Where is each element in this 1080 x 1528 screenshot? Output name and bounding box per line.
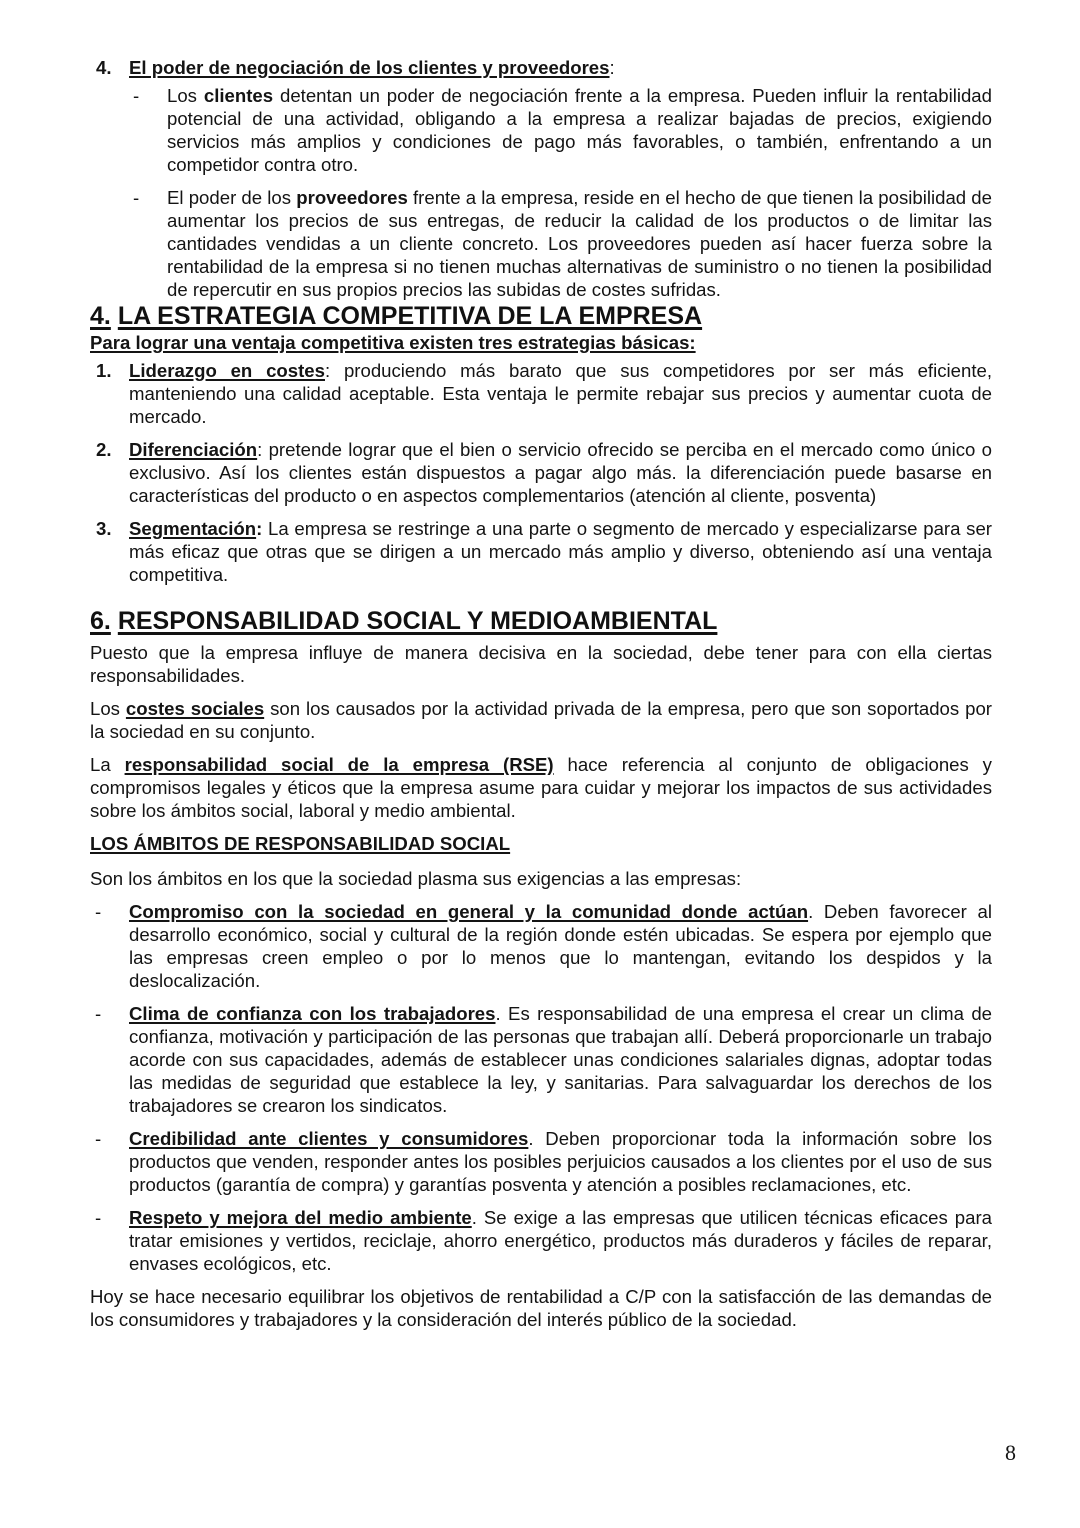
list-item: - Compromiso con la sociedad en general y la comunidad donde actúan. Deben favorecer al desarrollo económico, social y cultural de la región donde estén ubicadas. Se espera por ejemplo que las empresas creen empleo o por lo menos que lo mantengan, evitando los despidos y la deslocalización. bbox=[95, 901, 992, 991]
list-item: - Credibilidad ante clientes y consumidores. Deben proporcionar toda la información sobre los productos que venden, responder antes los posibles perjuicios causados a los clientes por el uso de sus productos (garantía de compra) y garantías posventa y atención a posibles reclamaciones, etc. bbox=[95, 1128, 993, 1195]
page-number: 8 bbox=[1005, 1440, 1016, 1465]
paragraph: La responsabilidad social de la empresa (RSE) hace referencia al conjunto de obligaciones y compromisos legales y éticos que la empresa asume para cuidar y mejorar los impactos de sus actividades sobre los ámbitos social, laboral y medio ambiental. bbox=[90, 754, 992, 821]
section-heading-strategy: 4. LA ESTRATEGIA COMPETITIVA DE LA EMPRESA bbox=[90, 302, 703, 330]
item-title: El poder de negociación de los clientes y proveedores bbox=[129, 57, 610, 78]
list-item: - Los clientes detentan un poder de negociación frente a la empresa. Pueden influir la rentabilidad potencial de una actividad, obligando a la empresa a realizar bajadas de precios, exigiendo servicios más amplios y condiciones de pago más favorables, o también, enfrentando a un competidor contra otro. bbox=[133, 85, 992, 175]
rse-subheading: LOS ÁMBITOS DE RESPONSABILIDAD SOCIAL bbox=[90, 833, 511, 854]
section-heading-rse: 6. RESPONSABILIDAD SOCIAL Y MEDIOAMBIENTAL bbox=[90, 607, 718, 635]
list-item: - Respeto y mejora del medio ambiente. Se exige a las empresas que utilicen técnicas eficaces para tratar emisiones y vertidos, reciclaje, ahorro energético, productos más duraderos y fáciles de reparar, envases ecológicos, etc. bbox=[95, 1207, 992, 1274]
list-item: 3. Segmentación: La empresa se restringe a una parte o segmento de mercado y especializarse para ser más eficaz que otras que se dirigen a un mercado más amplio y diverso, obteniendo así una ventaja competitiva. bbox=[96, 518, 992, 585]
item-number: 4. bbox=[96, 57, 112, 78]
list-item: - El poder de los proveedores frente a la empresa, reside en el hecho de que tienen la posibilidad de aumentar los precios de sus entregas, de reducir la calidad de los productos o de limitar las cantidades vendidas a un cliente concreto. Los proveedores pueden así hacer fuerza sobre la rentabilidad de la empresa si no tienen muchas alternativas de suministro o no tienen la posibilidad de repercutir en sus propios precios las subidas de costes sufridas. bbox=[133, 187, 992, 300]
closing-paragraph: Hoy se hace necesario equilibrar los objetivos de rentabilidad a C/P con la satisfacción de las demandas de los consumidores y trabajadores y la consideración del interés público de la sociedad. bbox=[90, 1286, 992, 1330]
document-page bbox=[90, 56, 992, 1331]
list-item: - Clima de confianza con los trabajadores. Es responsabilidad de una empresa el crear un clima de confianza, motivación y participación de las personas que trabajan allí. Deberá proporcionarle un trabajo acorde con sus capacidades, además de establecer unas condiciones salariales dignas, adoptar todas las medidas de seguridad que establece la ley, y sanitarias. Para salvaguardar los derechos de los trabajadores se crearon los sindicatos. bbox=[95, 1003, 992, 1116]
paragraph: Puesto que la empresa influye de manera decisiva en la sociedad, debe tener para con ella ciertas responsabilidades. bbox=[90, 642, 992, 686]
paragraph: Son los ámbitos en los que la sociedad plasma sus exigencias a las empresas: bbox=[90, 868, 742, 889]
section4-item: 4. El poder de negociación de los clientes y proveedores: bbox=[96, 57, 615, 78]
strategy-subheading: Para lograr una ventaja competitiva existen tres estrategias básicas: bbox=[90, 332, 696, 353]
list-item: 1. Liderazgo en costes: produciendo más barato que sus competidores por ser más eficiente, manteniendo una calidad aceptable. Esta ventaja le permite rebajar sus precios y aumentar cuota de mercado. bbox=[96, 360, 992, 427]
paragraph: Los costes sociales son los causados por la actividad privada de la empresa, pero que son soportados por la sociedad en su conjunto. bbox=[90, 698, 992, 742]
list-item: 2. Diferenciación: pretende lograr que el bien o servicio ofrecido se perciba en el mercado como único o exclusivo. Así los clientes están dispuestos a pagar algo más. la diferenciación puede basarse en características del producto o en aspectos complementarios (atención al cliente, posventa) bbox=[96, 439, 992, 506]
